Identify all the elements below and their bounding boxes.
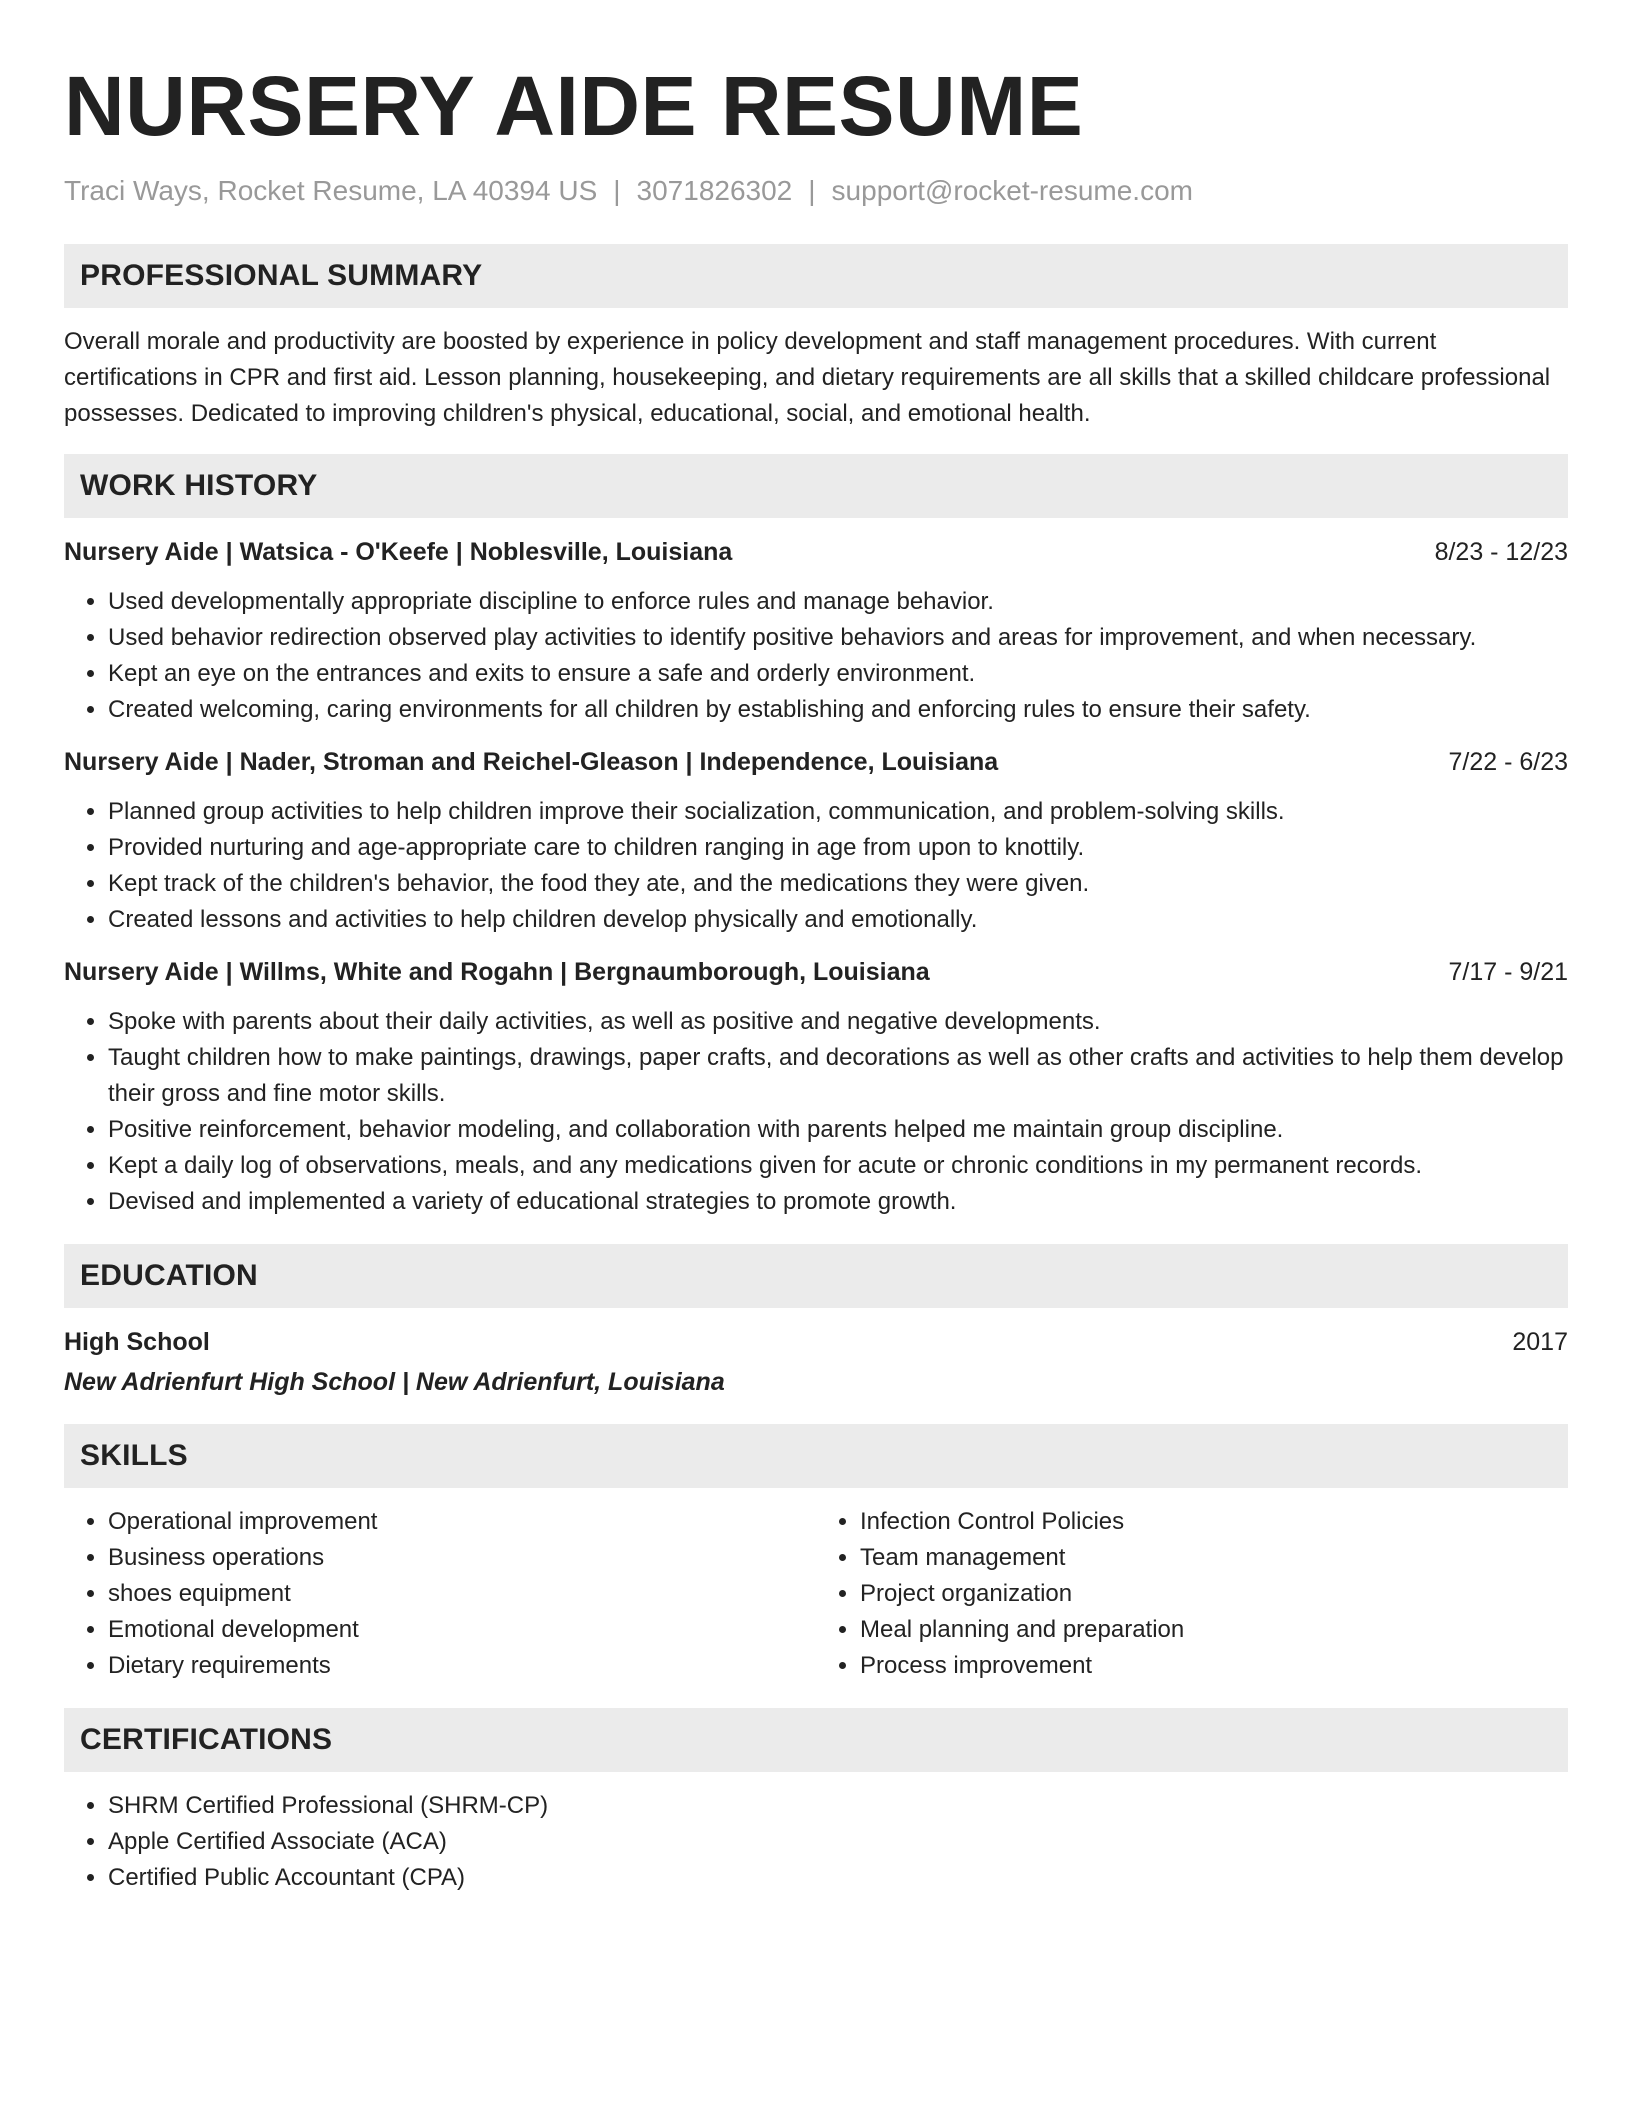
certifications-list — [64, 1788, 1568, 1896]
education-header — [64, 1324, 1568, 1360]
contact-phone: 3071826302 — [636, 175, 793, 206]
list-item: • Kept an eye on the entrances and exits to ensure a safe and orderly environment. — [108, 656, 1568, 692]
job-dates: 7/17 - 9/21 — [1448, 958, 1568, 986]
list-item: • shoes equipment — [108, 1576, 816, 1612]
list-item: • Planned group activities to help children improve their socialization, communication, and problem-solving skills. — [108, 794, 1568, 830]
list-item: • Positive reinforcement, behavior modeling, and collaboration with parents helped me maintain group discipline. — [108, 1112, 1568, 1148]
list-item: • Business operations — [108, 1540, 816, 1576]
job-header — [64, 534, 1568, 570]
list-item: • Taught children how to make paintings, drawings, paper crafts, and decorations as well as other crafts and activities to help them develop their gross and fine motor skills. — [108, 1040, 1568, 1112]
list-item: • Kept a daily log of observations, meals, and any medications given for acute or chronic conditions in my permanent records. — [108, 1148, 1568, 1184]
education-school: New Adrienfurt High School | New Adrienfurt, Louisiana — [64, 1368, 725, 1396]
list-item: • Operational improvement — [108, 1504, 816, 1540]
list-item: • Kept track of the children's behavior, the food they ate, and the medications they were given. — [108, 866, 1568, 902]
skills-grid — [64, 1504, 1568, 1684]
job-bullets — [64, 1004, 1568, 1220]
job-dates: 7/22 - 6/23 — [1448, 748, 1568, 776]
section-heading-education: EDUCATION — [64, 1244, 1568, 1308]
education-entry — [64, 1324, 1568, 1400]
job-bullets — [64, 794, 1568, 938]
job-dates: 8/23 - 12/23 — [1434, 538, 1568, 566]
list-item: • Used behavior redirection observed play activities to identify positive behaviors and areas for improvement, and when necessary. — [108, 620, 1568, 656]
education-year: 2017 — [1512, 1328, 1568, 1356]
contact-separator: | — [808, 175, 816, 206]
list-item: • SHRM Certified Professional (SHRM-CP) — [108, 1788, 1568, 1824]
job-entry — [64, 744, 1568, 938]
job-entry — [64, 534, 1568, 728]
list-item: • Created lessons and activities to help children develop physically and emotionally. — [108, 902, 1568, 938]
list-item: • Emotional development — [108, 1612, 816, 1648]
job-header — [64, 954, 1568, 990]
section-heading-certifications: CERTIFICATIONS — [64, 1708, 1568, 1772]
job-title: Nursery Aide | Nader, Stroman and Reichel-Gleason | Independence, Louisiana — [64, 748, 999, 776]
job-bullets — [64, 584, 1568, 728]
contact-address: Traci Ways, Rocket Resume, LA 40394 US — [64, 175, 598, 206]
skills-column-left — [64, 1504, 816, 1684]
list-item: • Meal planning and preparation — [860, 1612, 1568, 1648]
list-item: • Process improvement — [860, 1648, 1568, 1684]
list-item: • Team management — [860, 1540, 1568, 1576]
section-heading-work-history: WORK HISTORY — [64, 454, 1568, 518]
list-item: • Devised and implemented a variety of educational strategies to promote growth. — [108, 1184, 1568, 1220]
summary-text: Overall morale and productivity are boosted by experience in policy development and staff management procedures. With current certifications in CPR and first aid. Lesson planning, housekeeping, and dietary requirements are all skills that a skilled childcare professional possesses. Dedicated to improving children's physical, educational, social, and emotional health. — [64, 328, 1551, 427]
education-degree: High School — [64, 1328, 210, 1356]
contact-email: support@rocket-resume.com — [831, 175, 1193, 206]
list-item: • Provided nurturing and age-appropriate care to children ranging in age from upon to knottily. — [108, 830, 1568, 866]
list-item: • Created welcoming, caring environments for all children by establishing and enforcing rules to ensure their safety. — [108, 692, 1568, 728]
job-title: Nursery Aide | Watsica - O'Keefe | Noblesville, Louisiana — [64, 538, 733, 566]
job-entry — [64, 954, 1568, 1220]
section-heading-skills: SKILLS — [64, 1424, 1568, 1488]
job-title: Nursery Aide | Willms, White and Rogahn | Bergnaumborough, Louisiana — [64, 958, 930, 986]
resume-title: NURSERY AIDE RESUME — [64, 59, 1084, 153]
list-item: • Apple Certified Associate (ACA) — [108, 1824, 1568, 1860]
list-item: • Infection Control Policies — [860, 1504, 1568, 1540]
list-item: • Used developmentally appropriate discipline to enforce rules and manage behavior. — [108, 584, 1568, 620]
contact-separator: | — [613, 175, 621, 206]
list-item: • Dietary requirements — [108, 1648, 816, 1684]
list-item: • Project organization — [860, 1576, 1568, 1612]
job-header — [64, 744, 1568, 780]
skills-column-right — [816, 1504, 1568, 1684]
list-item: • Spoke with parents about their daily activities, as well as positive and negative developments. — [108, 1004, 1568, 1040]
section-heading-summary: PROFESSIONAL SUMMARY — [64, 244, 1568, 308]
contact-line — [64, 174, 1568, 208]
list-item: • Certified Public Accountant (CPA) — [108, 1860, 1568, 1896]
